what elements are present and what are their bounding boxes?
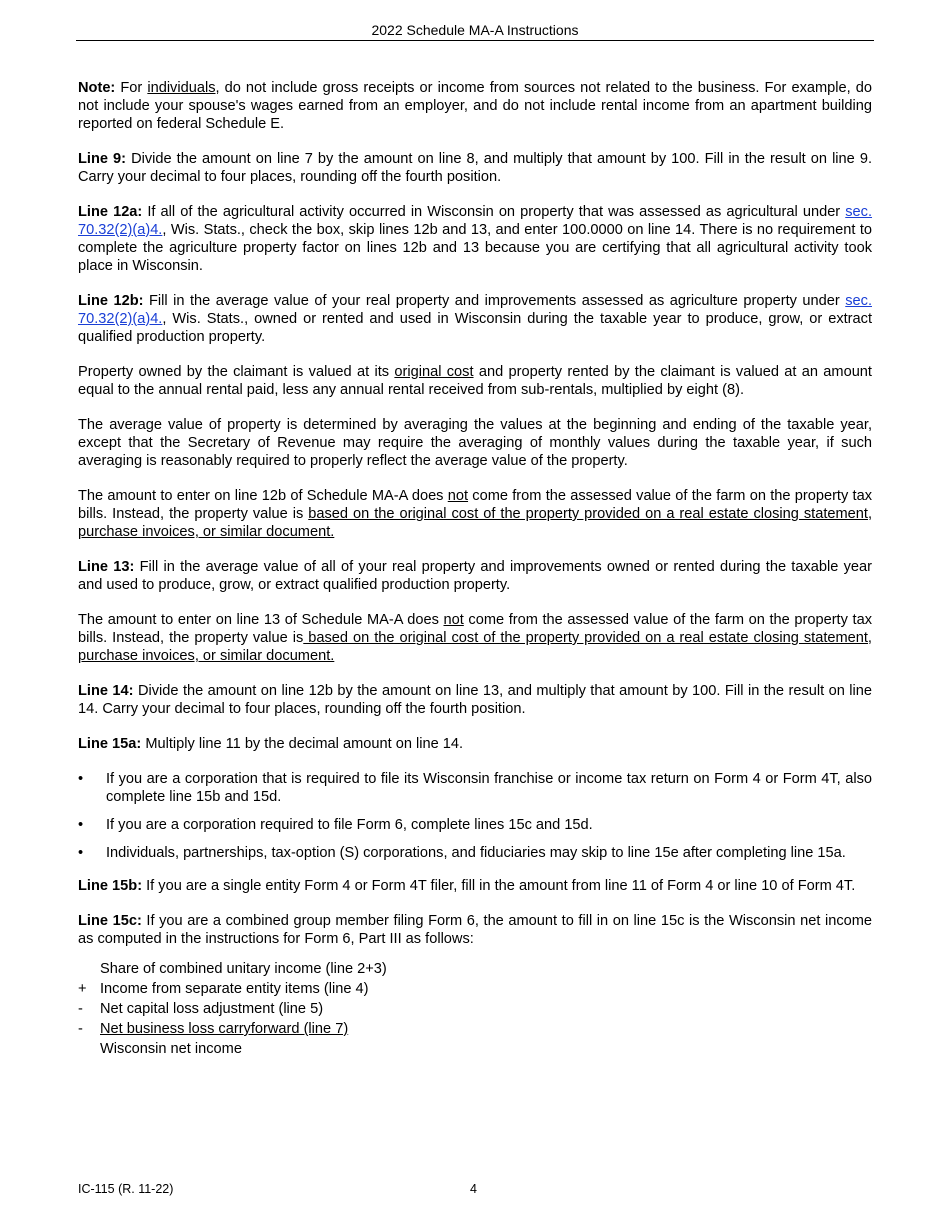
amount13-text-1: The amount to enter on line 13 of Schedule MA-A does <box>78 612 444 628</box>
form-id-footer: IC-115 (R. 11-22) <box>78 1182 174 1196</box>
header-title: 2022 Schedule MA-A Instructions <box>371 22 579 38</box>
amount12b-text-1: The amount to enter on line 12b of Schedule MA-A does <box>78 488 448 504</box>
note-paragraph <box>78 79 872 133</box>
calc-row <box>78 979 872 999</box>
line12b-paragraph <box>78 292 872 346</box>
property-owned-text-2: and property rented by the claimant is valued at an amount equal to the annual rental paid, less any annual rental received from sub-rentals, multiplied by eight (8). <box>78 364 872 398</box>
calc-text: Income from separate entity items (line 4) <box>100 981 369 997</box>
bullet-icon: • <box>78 817 84 833</box>
calc-row-total <box>78 1039 872 1059</box>
note-underline: individuals <box>147 80 216 96</box>
calc-row <box>78 959 872 979</box>
amount12b-underline: based on the original cost of the property provided on a real estate closing statement, purchase invoices, or similar document. <box>78 506 873 540</box>
note-text-2: , do not include gross receipts or income from sources not related to the business. For example, do not include your spouse's wages earned from an employer, and do not include rental income from an apartment building reported on federal Schedule E. <box>78 80 872 132</box>
list-item-text: Individuals, partnerships, tax-option (S) corporations, and fiduciaries may skip to line 15e after completing line 15a. <box>106 845 846 861</box>
bullet-icon: • <box>78 771 84 787</box>
calc-row <box>78 1019 872 1039</box>
line15c-paragraph <box>78 912 872 948</box>
property-owned-paragraph <box>78 363 872 399</box>
list-item <box>78 816 872 834</box>
calc-operator: - <box>78 1001 83 1017</box>
bullet-list <box>78 770 872 862</box>
calc-operator: - <box>78 1021 83 1037</box>
amount12b-not: not <box>447 488 469 504</box>
line15a-label: Line 15a: <box>78 736 142 752</box>
calc-text: Net capital loss adjustment (line 5) <box>100 1001 324 1017</box>
line14-label: Line 14: <box>78 683 134 699</box>
list-item <box>78 770 872 806</box>
amount12b-paragraph <box>78 487 872 541</box>
statute-link[interactable]: sec. 70.32(2)(a)4. <box>78 204 873 238</box>
line13-paragraph <box>78 558 872 594</box>
line15c-label: Line 15c: <box>78 913 142 929</box>
list-item-text: If you are a corporation required to file Form 6, complete lines 15c and 15d. <box>106 817 593 833</box>
calc-operator: + <box>78 981 87 997</box>
document-body <box>78 79 872 1059</box>
amount13-not: not <box>443 612 464 628</box>
line13-text: Fill in the average value of all of your real property and improvements owned or rented during the taxable year and used to produce, grow, or extract qualified production property. <box>78 559 872 593</box>
property-owned-underline: original cost <box>394 364 474 380</box>
line14-text: Divide the amount on line 12b by the amount on line 13, and multiply that amount by 100. Fill in the result on line 14. Carry your decimal to four places, rounding off the fourth position. <box>78 683 872 717</box>
line12a-label: Line 12a: <box>78 204 143 220</box>
page-number: 4 <box>470 1182 477 1196</box>
line15b-label: Line 15b: <box>78 878 143 894</box>
net-income-calculation <box>78 959 872 1059</box>
note-text-1: For <box>115 80 148 96</box>
line12b-label: Line 12b: <box>78 293 144 309</box>
amount13-underline: based on the original cost of the property provided on a real estate closing statement, purchase invoices, or similar document. <box>78 630 872 664</box>
calc-text: Wisconsin net income <box>100 1041 242 1057</box>
list-item <box>78 844 872 862</box>
line9-paragraph <box>78 150 872 186</box>
line12a-text-1: If all of the agricultural activity occurred in Wisconsin on property that was assessed as agricultural under <box>142 204 846 220</box>
line12b-text-2: , Wis. Stats., owned or rented and used in Wisconsin during the taxable year to produce, grow, or extract qualified production property. <box>78 311 872 345</box>
calc-row <box>78 999 872 1019</box>
line15a-paragraph <box>78 735 872 753</box>
page-header <box>76 21 874 41</box>
line14-paragraph <box>78 682 872 718</box>
bullet-icon: • <box>78 845 84 861</box>
line9-label: Line 9: <box>78 151 127 167</box>
calc-text: Net business loss carryforward (line 7) <box>100 1021 349 1037</box>
amount13-paragraph <box>78 611 872 665</box>
note-label: Note: <box>78 80 116 96</box>
amount12b-text-2: come from the assessed value of the farm on the property tax bills. Instead, the property value is <box>78 488 873 522</box>
calc-text: Share of combined unitary income (line 2+3) <box>100 961 387 977</box>
line12b-text-1: Fill in the average value of your real property and improvements assessed as agriculture property under <box>143 293 846 309</box>
statute-link[interactable]: sec. 70.32(2)(a)4. <box>78 293 872 327</box>
line15b-paragraph <box>78 877 872 895</box>
line12a-paragraph <box>78 203 872 275</box>
list-item-text: If you are a corporation that is required to file its Wisconsin franchise or income tax return on Form 4 or Form 4T, also complete line 15b and 15d. <box>106 771 872 805</box>
property-owned-text-1: Property owned by the claimant is valued at its <box>78 364 395 380</box>
average-value-paragraph: The average value of property is determined by averaging the values at the beginning and ending of the taxable year, except that the Secretary of Revenue may require the averaging of monthly values during the taxable year, if such averaging is reasonably required to properly reflect the average value of the property. <box>78 417 872 469</box>
line15c-text: If you are a combined group member filing Form 6, the amount to fill in on line 15c is the Wisconsin net income as computed in the instructions for Form 6, Part III as follows: <box>78 913 873 947</box>
line15b-text: If you are a single entity Form 4 or Form 4T filer, fill in the amount from line 11 of Form 4 or line 10 of Form 4T. <box>142 878 856 894</box>
line13-label: Line 13: <box>78 559 135 575</box>
amount13-text-2: come from the assessed value of the farm on the property tax bills. Instead, the property value is <box>78 612 872 646</box>
line15a-text: Multiply line 11 by the decimal amount on line 14. <box>141 736 464 752</box>
line9-text: Divide the amount on line 7 by the amount on line 8, and multiply that amount by 100. Fill in the result on line 9. Carry your decimal to four places, rounding off the fourth position. <box>78 151 872 185</box>
line12a-text-2: , Wis. Stats., check the box, skip lines 12b and 13, and enter 100.0000 on line 14. There is no requirement to complete the agriculture property factor on lines 12b and 13 because you are certifying that all agricultural activity took place in Wisconsin. <box>78 222 872 274</box>
